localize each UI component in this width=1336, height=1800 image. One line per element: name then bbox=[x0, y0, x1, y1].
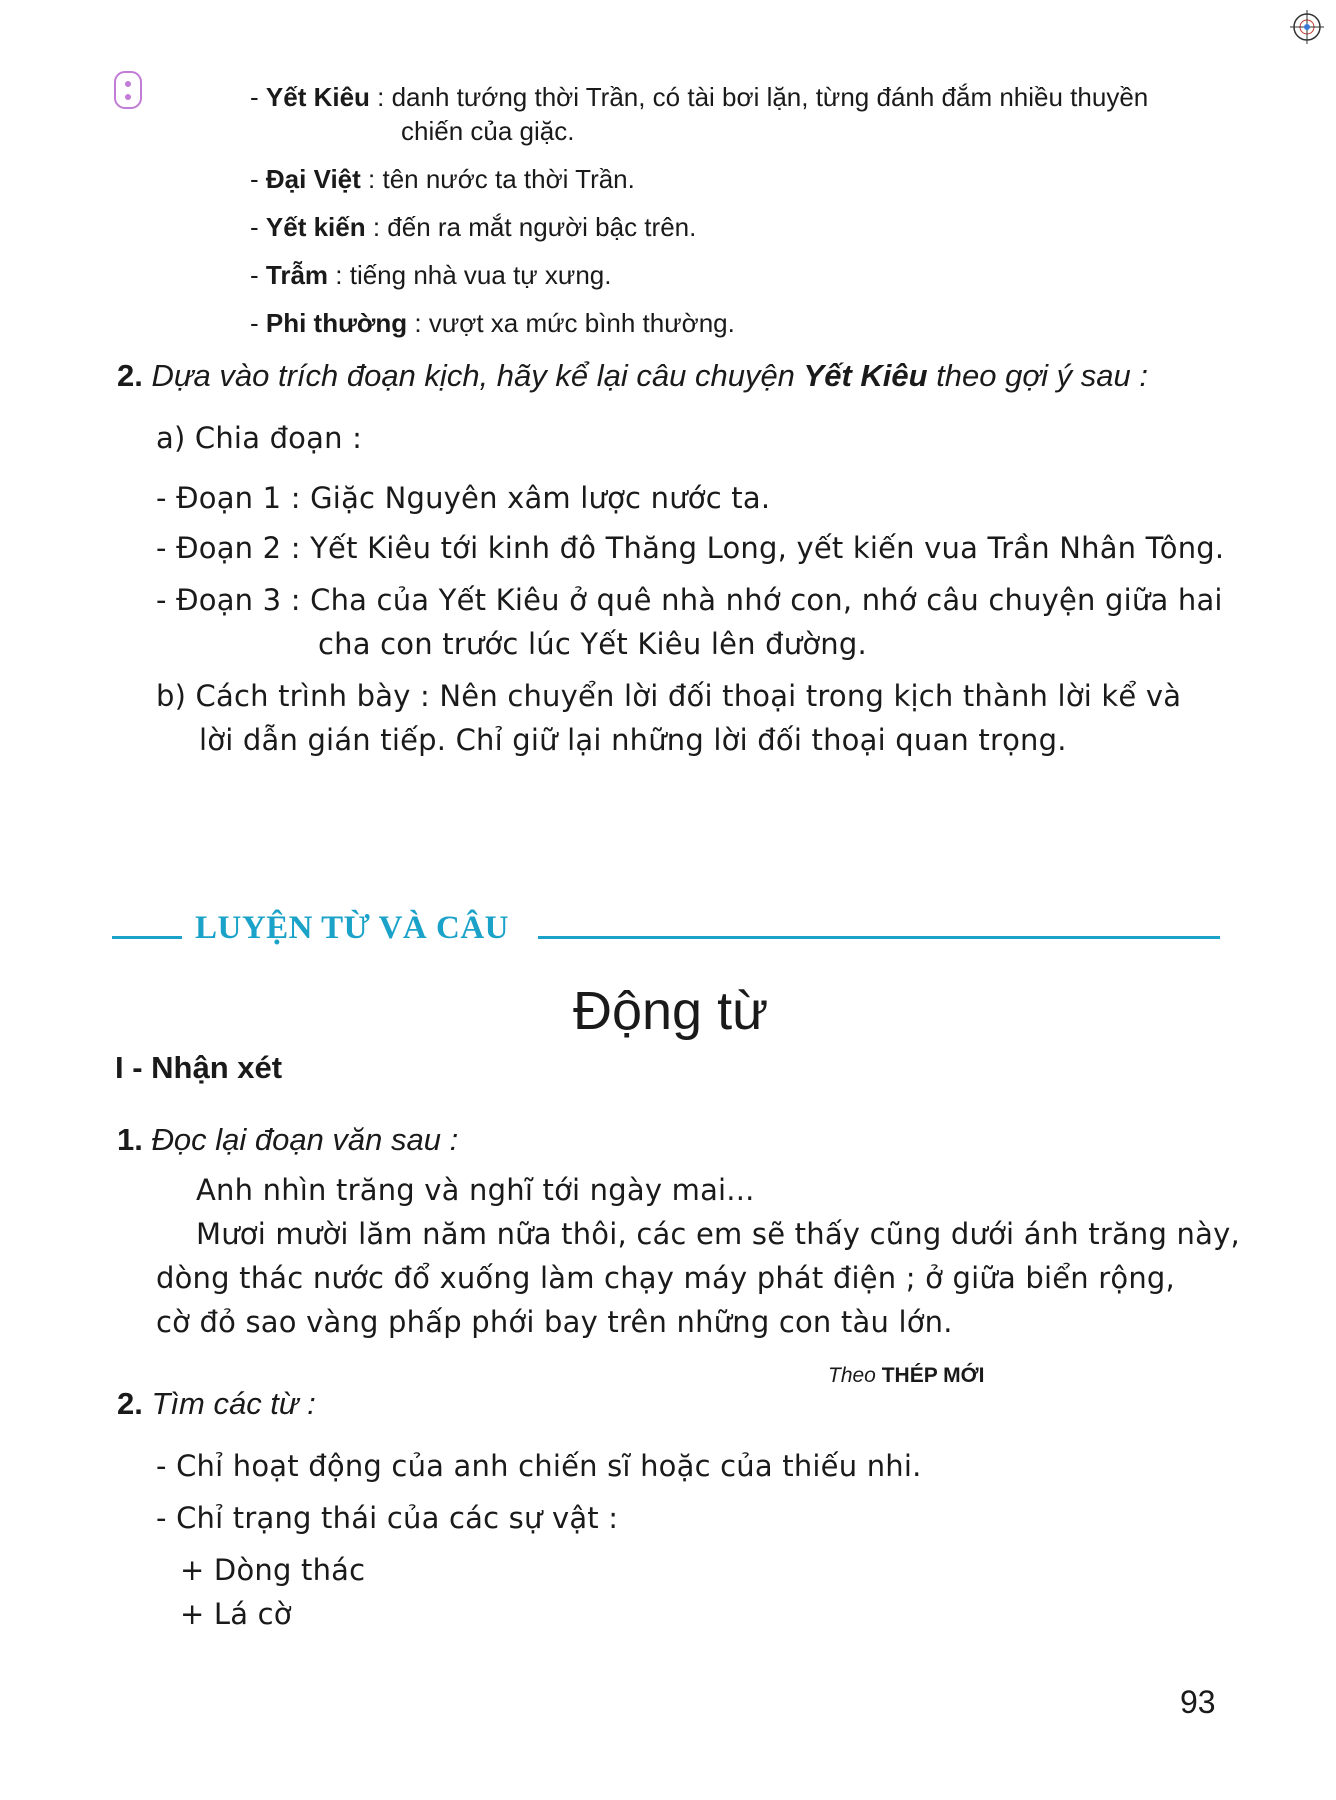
story-title: Yết Kiêu bbox=[803, 358, 928, 393]
part-a-label: a) Chia đoạn : bbox=[156, 421, 363, 455]
glossary-marker-icon bbox=[113, 70, 145, 112]
task-subitem: + Dòng thác bbox=[180, 1553, 366, 1587]
glossary-item: - Trẫm : tiếng nhà vua tự xưng. bbox=[250, 260, 612, 290]
glossary-def: đến ra mắt người bậc trên. bbox=[387, 212, 697, 242]
section-title: LUYỆN TỪ VÀ CÂU bbox=[195, 910, 510, 946]
passage-line: dòng thác nước đổ xuống làm chạy máy phát điện ; ở giữa biển rộng, bbox=[156, 1261, 1175, 1295]
question-number: 2. bbox=[117, 1386, 143, 1421]
glossary-item: - Yết kiến : đến ra mắt người bậc trên. bbox=[250, 212, 697, 242]
glossary-term: Trẫm bbox=[265, 260, 329, 290]
doan-1: - Đoạn 1 : Giặc Nguyên xâm lược nước ta. bbox=[156, 481, 771, 515]
page-number: 93 bbox=[1180, 1684, 1216, 1720]
question-1-prompt: 1. Đọc lại đoạn văn sau : bbox=[117, 1122, 459, 1157]
source-author: THÉP MỚI bbox=[881, 1364, 985, 1387]
glossary-term: Đại Việt bbox=[265, 164, 361, 194]
section-rule-right bbox=[538, 936, 1220, 939]
task-item: - Chỉ hoạt động của anh chiến sĩ hoặc của thiếu nhi. bbox=[156, 1449, 922, 1483]
exercise-2-prompt: 2. Dựa vào trích đoạn kịch, hãy kể lại câu chuyện Yết Kiêu theo gợi ý sau : bbox=[117, 358, 1148, 393]
exercise-number: 2. bbox=[117, 358, 143, 393]
glossary-def-continued: chiến của giặc. bbox=[401, 116, 575, 146]
glossary-def: danh tướng thời Trần, có tài bơi lặn, từng đánh đắm nhiều thuyền bbox=[391, 82, 1149, 112]
doan-3: - Đoạn 3 : Cha của Yết Kiêu ở quê nhà nhớ con, nhớ câu chuyện giữa hai bbox=[156, 583, 1223, 617]
section-heading: I - Nhận xét bbox=[115, 1050, 283, 1085]
registration-mark-icon bbox=[1290, 10, 1324, 44]
passage-line: cờ đỏ sao vàng phấp phới bay trên những con tàu lớn. bbox=[156, 1305, 953, 1339]
passage-line: Anh nhìn trăng và nghĩ tới ngày mai... bbox=[196, 1173, 755, 1207]
source-attribution: Theo THÉP MỚI bbox=[828, 1364, 985, 1387]
part-b-line-1: b) Cách trình bày : Nên chuyển lời đối thoại trong kịch thành lời kể và bbox=[156, 679, 1182, 713]
glossary-item: - Yết Kiêu : danh tướng thời Trần, có tài bơi lặn, từng đánh đắm nhiều thuyền bbox=[250, 82, 1149, 112]
glossary-term: Yết Kiêu bbox=[265, 82, 370, 112]
glossary-item: - Phi thường : vượt xa mức bình thường. bbox=[250, 308, 735, 338]
passage-line: Mươi mười lăm năm nữa thôi, các em sẽ thấy cũng dưới ánh trăng này, bbox=[196, 1217, 1240, 1251]
doan-2: - Đoạn 2 : Yết Kiêu tới kinh đô Thăng Long, yết kiến vua Trần Nhân Tông. bbox=[156, 531, 1225, 565]
glossary-def: tên nước ta thời Trần. bbox=[382, 164, 635, 194]
section-rule-left bbox=[112, 936, 182, 939]
lesson-title: Động từ bbox=[573, 981, 769, 1041]
question-2-prompt: 2. Tìm các từ : bbox=[117, 1386, 316, 1421]
doan-3-continued: cha con trước lúc Yết Kiêu lên đường. bbox=[318, 627, 867, 661]
glossary-term: Yết kiến bbox=[265, 212, 366, 242]
glossary-item: - Đại Việt : tên nước ta thời Trần. bbox=[250, 164, 635, 194]
glossary-term: Phi thường bbox=[265, 308, 408, 338]
glossary-def: vượt xa mức bình thường. bbox=[428, 308, 735, 338]
task-subitem: + Lá cờ bbox=[180, 1597, 292, 1631]
part-b-line-2: lời dẫn gián tiếp. Chỉ giữ lại những lời đối thoại quan trọng. bbox=[199, 723, 1067, 757]
glossary-def: tiếng nhà vua tự xưng. bbox=[349, 260, 612, 290]
task-item: - Chỉ trạng thái của các sự vật : bbox=[156, 1501, 619, 1535]
question-number: 1. bbox=[117, 1122, 143, 1157]
